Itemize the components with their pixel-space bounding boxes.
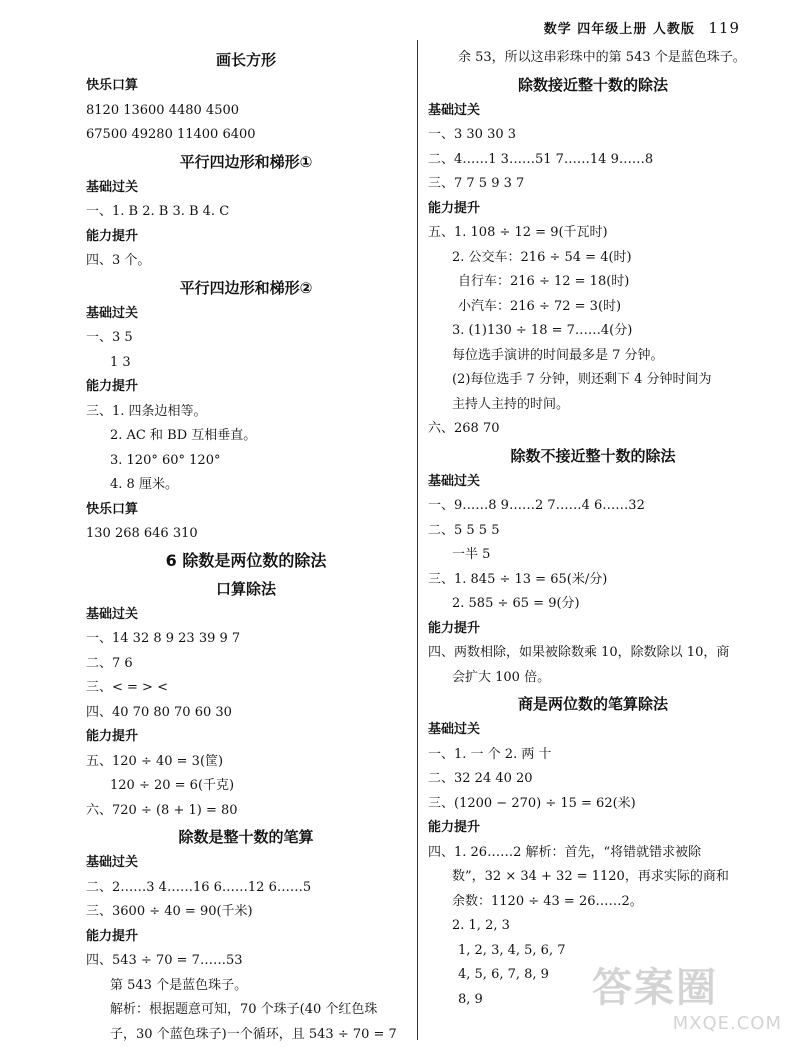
subsection-label: 快乐口算 [86,501,139,517]
answer-line: 一、3 30 30 3 [428,127,517,142]
answer-line: 数”，32 × 34 + 32 = 1120，再求实际的商和 [452,869,729,884]
page-header [544,18,740,37]
subsection-label: 基础过关 [86,606,139,622]
answer-line: 二、32 24 40 20 [428,771,533,786]
answer-line: 一、1. 一 个 2. 两 十 [428,746,552,762]
answer-line: 一、14 32 8 9 23 39 9 7 [86,631,241,646]
subsection-label: 能力提升 [86,729,139,744]
subsection-label: 能力提升 [86,379,139,394]
answer-line: 8120 13600 4480 4500 [86,102,240,118]
answer-line: 一半 5 [452,547,491,562]
answer-line: 五、1. 108 ÷ 12 = 9(千瓦时) [428,225,608,240]
answer-line: 2. AC 和 BD 互相垂直。 [110,428,257,443]
answer-line: 四、543 ÷ 70 = 7……53 [86,953,243,968]
header-text: 数学 四年级上册 人教版 [543,22,695,37]
section-title: 6 除数是两位数的除法 [165,550,327,570]
answer-line: 主持人主持的时间。 [452,396,570,412]
answer-line: 三、< = > < [86,680,168,695]
section-title: 除数不接近整十数的除法 [510,446,676,465]
answer-line: 三、7 7 5 9 3 7 [428,176,525,191]
section-title: 除数接近整十数的除法 [517,75,668,94]
section-title: 商是两位数的笔算除法 [517,695,668,713]
answer-line: 余 53，所以这串彩珠中的第 543 个是蓝色珠子。 [458,50,746,65]
subsection-label: 基础过关 [428,473,481,489]
answer-line: 2. 公交车：216 ÷ 54 = 4(时) [452,249,632,265]
answer-line: 余数：1120 ÷ 43 = 26……2。 [452,893,643,909]
section-title: 画长方形 [215,51,276,69]
answer-line: 三、1. 四条边相等。 [86,403,207,419]
answer-line: 四、两数相除，如果被除数乘 10，除数除以 10，商 [428,645,730,660]
section-title: 除数是整十数的笔算 [178,828,314,846]
answer-line: 三、1. 845 ÷ 13 = 65(米/分) [428,571,608,587]
answer-line: 1 3 [110,354,131,370]
answer-line: 一、1. B 2. B 3. B 4. C [86,204,230,219]
answer-line: 三、3600 ÷ 40 = 90(千米) [86,904,253,919]
column-divider [417,40,418,1040]
right-column [428,46,758,1012]
subsection-label: 能力提升 [86,228,139,244]
answer-line: 130 268 646 310 [86,526,198,541]
answer-line: 五、120 ÷ 40 = 3(筐) [86,753,224,769]
subsection-label: 能力提升 [428,820,481,835]
answer-line: 1, 2, 3, 4, 5, 6, 7 [458,942,566,958]
watermark-logo: 答案圈 [592,965,718,1011]
answer-line: 二、4……1 3……51 7……14 9……8 [428,151,654,167]
left-column [86,46,406,1047]
answer-line: 一、9……8 9……2 7……4 6……32 [428,498,645,513]
answer-line: 2. 1, 2, 3 [452,918,510,933]
answer-line: 二、2……3 4……16 6……12 6……5 [86,879,312,895]
answer-line: 四、1. 26……2 解析：首先，“将错就错求被除 [428,844,702,860]
answer-line: 子，30 个蓝色珠子)一个循环，且 543 ÷ 70 = 7 [110,1026,397,1042]
answer-line: 2. 585 ÷ 65 = 9(分) [452,596,580,611]
answer-line: 4, 5, 6, 7, 8, 9 [458,967,549,982]
section-title: 平行四边形和梯形① [179,152,313,171]
subsection-label: 基础过关 [86,305,139,321]
answer-line: 六、268 70 [428,421,500,436]
answer-line: 一、3 5 [86,330,133,345]
answer-line: 六、720 ÷ (8 + 1) = 80 [86,802,238,818]
answer-line: 三、(1200 − 270) ÷ 15 = 62(米) [428,795,636,811]
section-title: 口算除法 [215,579,276,598]
answer-line: (2)每位选手 7 分钟，则还剩下 4 分钟时间为 [452,372,712,387]
subsection-label: 基础过关 [428,102,481,118]
subsection-label: 基础过关 [86,855,139,870]
answer-line: 3. 120° 60° 120° [110,452,221,468]
answer-line: 4. 8 厘米。 [110,477,178,492]
answer-line: 第 543 个是蓝色珠子。 [110,977,248,993]
page-number: 119 [708,19,740,37]
answer-line: 小汽车：216 ÷ 72 = 3(时) [458,298,622,314]
answer-line: 3. (1)130 ÷ 18 = 7……4(分) [452,323,633,338]
answer-line: 会扩大 100 倍。 [452,669,551,685]
answer-line: 四、3 个。 [86,253,151,268]
answer-line: 每位选手演讲的时间最多是 7 分钟。 [452,347,664,363]
watermark-url: MXQE.COM [672,1013,782,1034]
subsection-label: 能力提升 [86,928,139,944]
answer-line: 二、7 6 [86,655,133,671]
answer-line: 120 ÷ 20 = 6(千克) [110,778,235,793]
answer-line: 67500 49280 11400 6400 [86,127,256,142]
watermark [592,956,782,1036]
answer-line: 解析：根据题意可知，70 个珠子(40 个红色珠 [110,1002,378,1017]
subsection-label: 基础过关 [428,722,481,737]
answer-line: 四、40 70 80 70 60 30 [86,704,232,720]
subsection-label: 能力提升 [428,200,481,216]
subsection-label: 能力提升 [428,620,481,636]
answer-line: 8, 9 [458,991,483,1007]
subsection-label: 快乐口算 [86,78,139,93]
subsection-label: 基础过关 [86,179,139,195]
section-title: 平行四边形和梯形② [179,278,313,297]
answer-line: 二、5 5 5 5 [428,522,500,538]
answer-line: 自行车：216 ÷ 12 = 18(时) [458,274,630,289]
